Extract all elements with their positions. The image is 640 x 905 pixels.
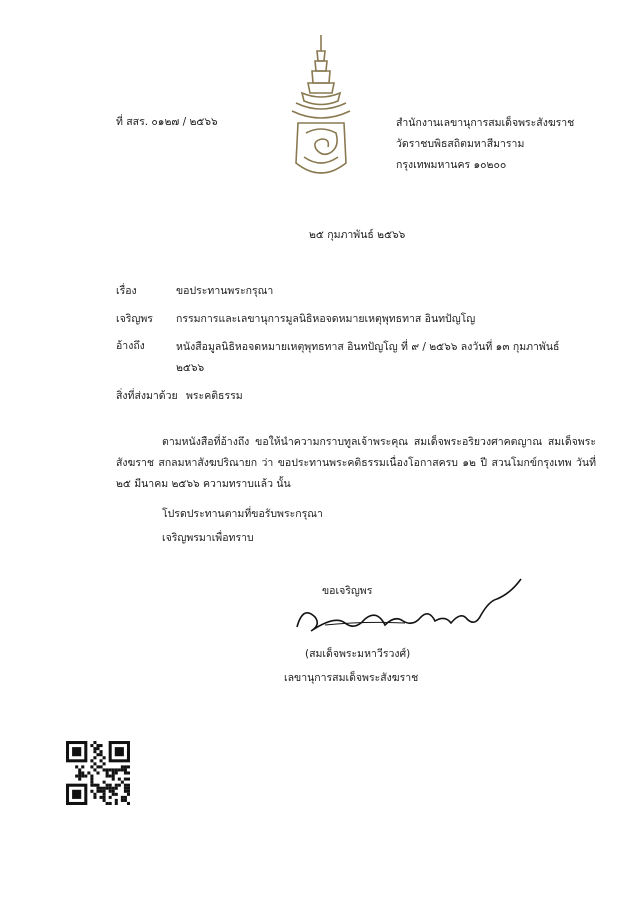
qr-code-icon [66, 741, 130, 808]
address-line: กรุงเทพมหานคร ๑๐๒๐๐ [396, 159, 507, 171]
letter-date: ๒๕ กุมภาพันธ์ ๒๕๖๖ [309, 229, 406, 241]
address-line: สำนักงานเลขานุการสมเด็จพระสังฆราช [396, 117, 575, 129]
body-paragraph: ตามหนังสือที่อ้างถึง ขอให้นำความกราบทูลเจ้าพระคุณ สมเด็จพระอริยวงศาคตญาณ สมเด็จพระสังฆราช สกลมหาสังฆปริณายก ว่า ขอประทานพระคติธรรมเนื่องโอกาสครบ ๑๒ ปี สวนโมกข์กรุงเทพ วันที่ ๒๕ มีนาคม ๒๕๖๖ ความทราบแล้ว นั้น [116, 436, 596, 490]
recipient-value: กรรมการและเลขานุการมูลนิธิหอจดหมายเหตุพุทธทาส อินทปัญโญ [176, 313, 476, 325]
closing-text: ขอเจริญพร [322, 585, 373, 597]
enclosure-label: สิ่งที่ส่งมาด้วย [116, 390, 178, 402]
sender-address [396, 113, 574, 176]
signatory-title: เลขานุการสมเด็จพระสังฆราช [284, 672, 419, 684]
address-line: วัดราชบพิธสถิตมหาสีมาราม [396, 138, 525, 150]
reference-value: หนังสือมูลนิธิหอจดหมายเหตุพุทธทาส อินทปัญโญ ที่ ๙ / ๒๕๖๖ ลงวันที่ ๑๓ กุมภาพันธ์ ๒๕๖๖ [176, 341, 560, 374]
subject-label: เรื่อง [116, 285, 137, 297]
recipient-label: เจริญพร [116, 313, 153, 325]
body-line: โปรดประทานตามที่ขอรับพระกรุณา [162, 508, 323, 520]
enclosure-value: พระคติธรรม [186, 390, 243, 402]
document-number: ที่ สสร. ๐๑๒๗ / ๒๕๖๖ [116, 116, 218, 128]
signatory-name: (สมเด็จพระมหาวีรวงศ์) [305, 648, 411, 660]
body-line: เจริญพรมาเพื่อทราบ [162, 532, 254, 544]
reference-label: อ้างถึง [116, 340, 145, 352]
handwritten-signature [285, 575, 525, 648]
royal-seal-icon [286, 35, 356, 188]
subject-value: ขอประทานพระกรุณา [176, 285, 274, 297]
